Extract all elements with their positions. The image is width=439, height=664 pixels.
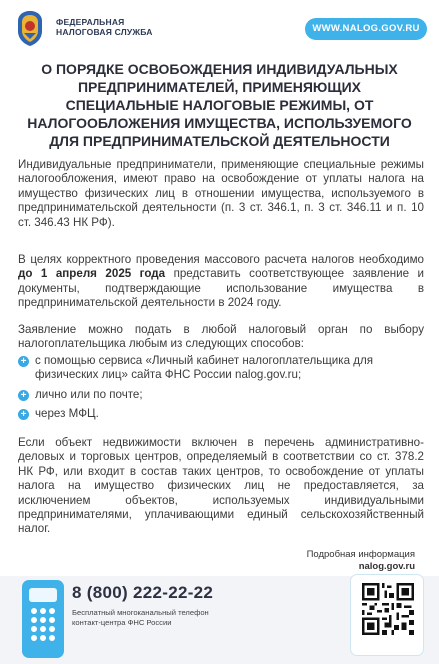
plus-icon: + bbox=[18, 390, 29, 401]
title-line: НАЛОГООБЛОЖЕНИЯ ИМУЩЕСТВА, ИСПОЛЬЗУЕМОГО bbox=[27, 115, 412, 131]
deadline-text-before: В целях корректного проведения массового расчета налогов необходимо bbox=[18, 253, 424, 266]
header bbox=[0, 0, 439, 56]
plus-icon: + bbox=[18, 356, 29, 367]
phone-screen bbox=[29, 588, 57, 602]
methods-list bbox=[18, 354, 424, 427]
title-line: СПЕЦИАЛЬНЫЕ НАЛОГОВЫЕ РЕЖИМЫ, ОТ bbox=[65, 97, 374, 113]
hotline-description bbox=[72, 608, 252, 627]
hotline-description-line2: контакт-центра ФНС России bbox=[72, 617, 172, 627]
paragraph-exemption-right: Индивидуальные предприниматели, применяющие специальные режимы налогообложения, имеют право на освобождение от уплаты налога на имущество физических лиц в отношении имущества, используемого в предпринимательской деятельности (п. 3 ст. 346.1, п. 3 ст. 346.11 и п. 10 ст. 346.43 НК РФ). bbox=[18, 158, 424, 229]
list-item bbox=[18, 407, 424, 421]
plus-icon: + bbox=[18, 409, 29, 420]
hotline-number[interactable]: 8 (800) 222-22-22 bbox=[72, 583, 214, 602]
page-title bbox=[14, 60, 425, 150]
org-name-line1: ФЕДЕРАЛЬНАЯ bbox=[56, 17, 125, 27]
deadline-text-after: представить соответствующее заявление и документы, подтверждающие использование имущества в предпринимательской деятельности в 2024 году. bbox=[18, 267, 425, 310]
fns-emblem-icon bbox=[12, 9, 48, 47]
title-line: О ПОРЯДКЕ ОСВОБОЖДЕНИЯ ИНДИВИДУАЛЬНЫХ bbox=[41, 61, 398, 77]
org-name bbox=[56, 17, 153, 37]
list-item bbox=[18, 388, 424, 402]
paragraph-deadline bbox=[18, 253, 424, 311]
deadline-date: до 1 апреля 2025 года bbox=[18, 267, 166, 281]
paragraph-how-to-apply: Заявление можно подать в любой налоговый орган по выбору налогоплательщика любым из следующих способов: bbox=[18, 323, 424, 351]
title-line: ПРЕДПРИНИМАТЕЛЕЙ, ПРИМЕНЯЮЩИХ bbox=[77, 79, 362, 95]
qr-code-icon[interactable] bbox=[362, 583, 414, 635]
more-info-label: Подробная информация bbox=[306, 549, 415, 560]
phone-icon bbox=[22, 580, 64, 658]
hotline-description-line1: Бесплатный многоканальный телефон bbox=[72, 608, 209, 617]
more-info bbox=[307, 549, 415, 573]
list-item bbox=[18, 354, 424, 383]
org-name-line2: НАЛОГОВАЯ СЛУЖБА bbox=[56, 27, 153, 37]
more-info-link[interactable]: nalog.gov.ru bbox=[358, 561, 415, 572]
method-in-person: лично или по почте; bbox=[35, 387, 143, 401]
phone-keypad bbox=[31, 608, 55, 641]
title-line: ДЛЯ ПРЕДПРИНИМАТЕЛЬСКОЙ ДЕЯТЕЛЬНОСТИ bbox=[49, 133, 390, 149]
method-mfc: через МФЦ. bbox=[35, 407, 99, 421]
site-link-button[interactable]: WWW.NALOG.GOV.RU bbox=[305, 18, 427, 40]
paragraph-exception: Если объект недвижимости включен в перечень административно-деловых и торговых центров, определяемый в соответствии со ст. 378.2 НК РФ, или входит в состав таких центров, то освобождение от уплаты налога на имущество физических лиц не предоставляется, за исключением объектов, используемых индивидуальными предпринимателями, уплачивающими единый сельскохозяйственный налог. bbox=[18, 436, 424, 536]
method-online: с помощью сервиса «Личный кабинет налогоплательщика для физических лиц» сайта ФНС России nalog.gov.ru; bbox=[35, 354, 374, 382]
